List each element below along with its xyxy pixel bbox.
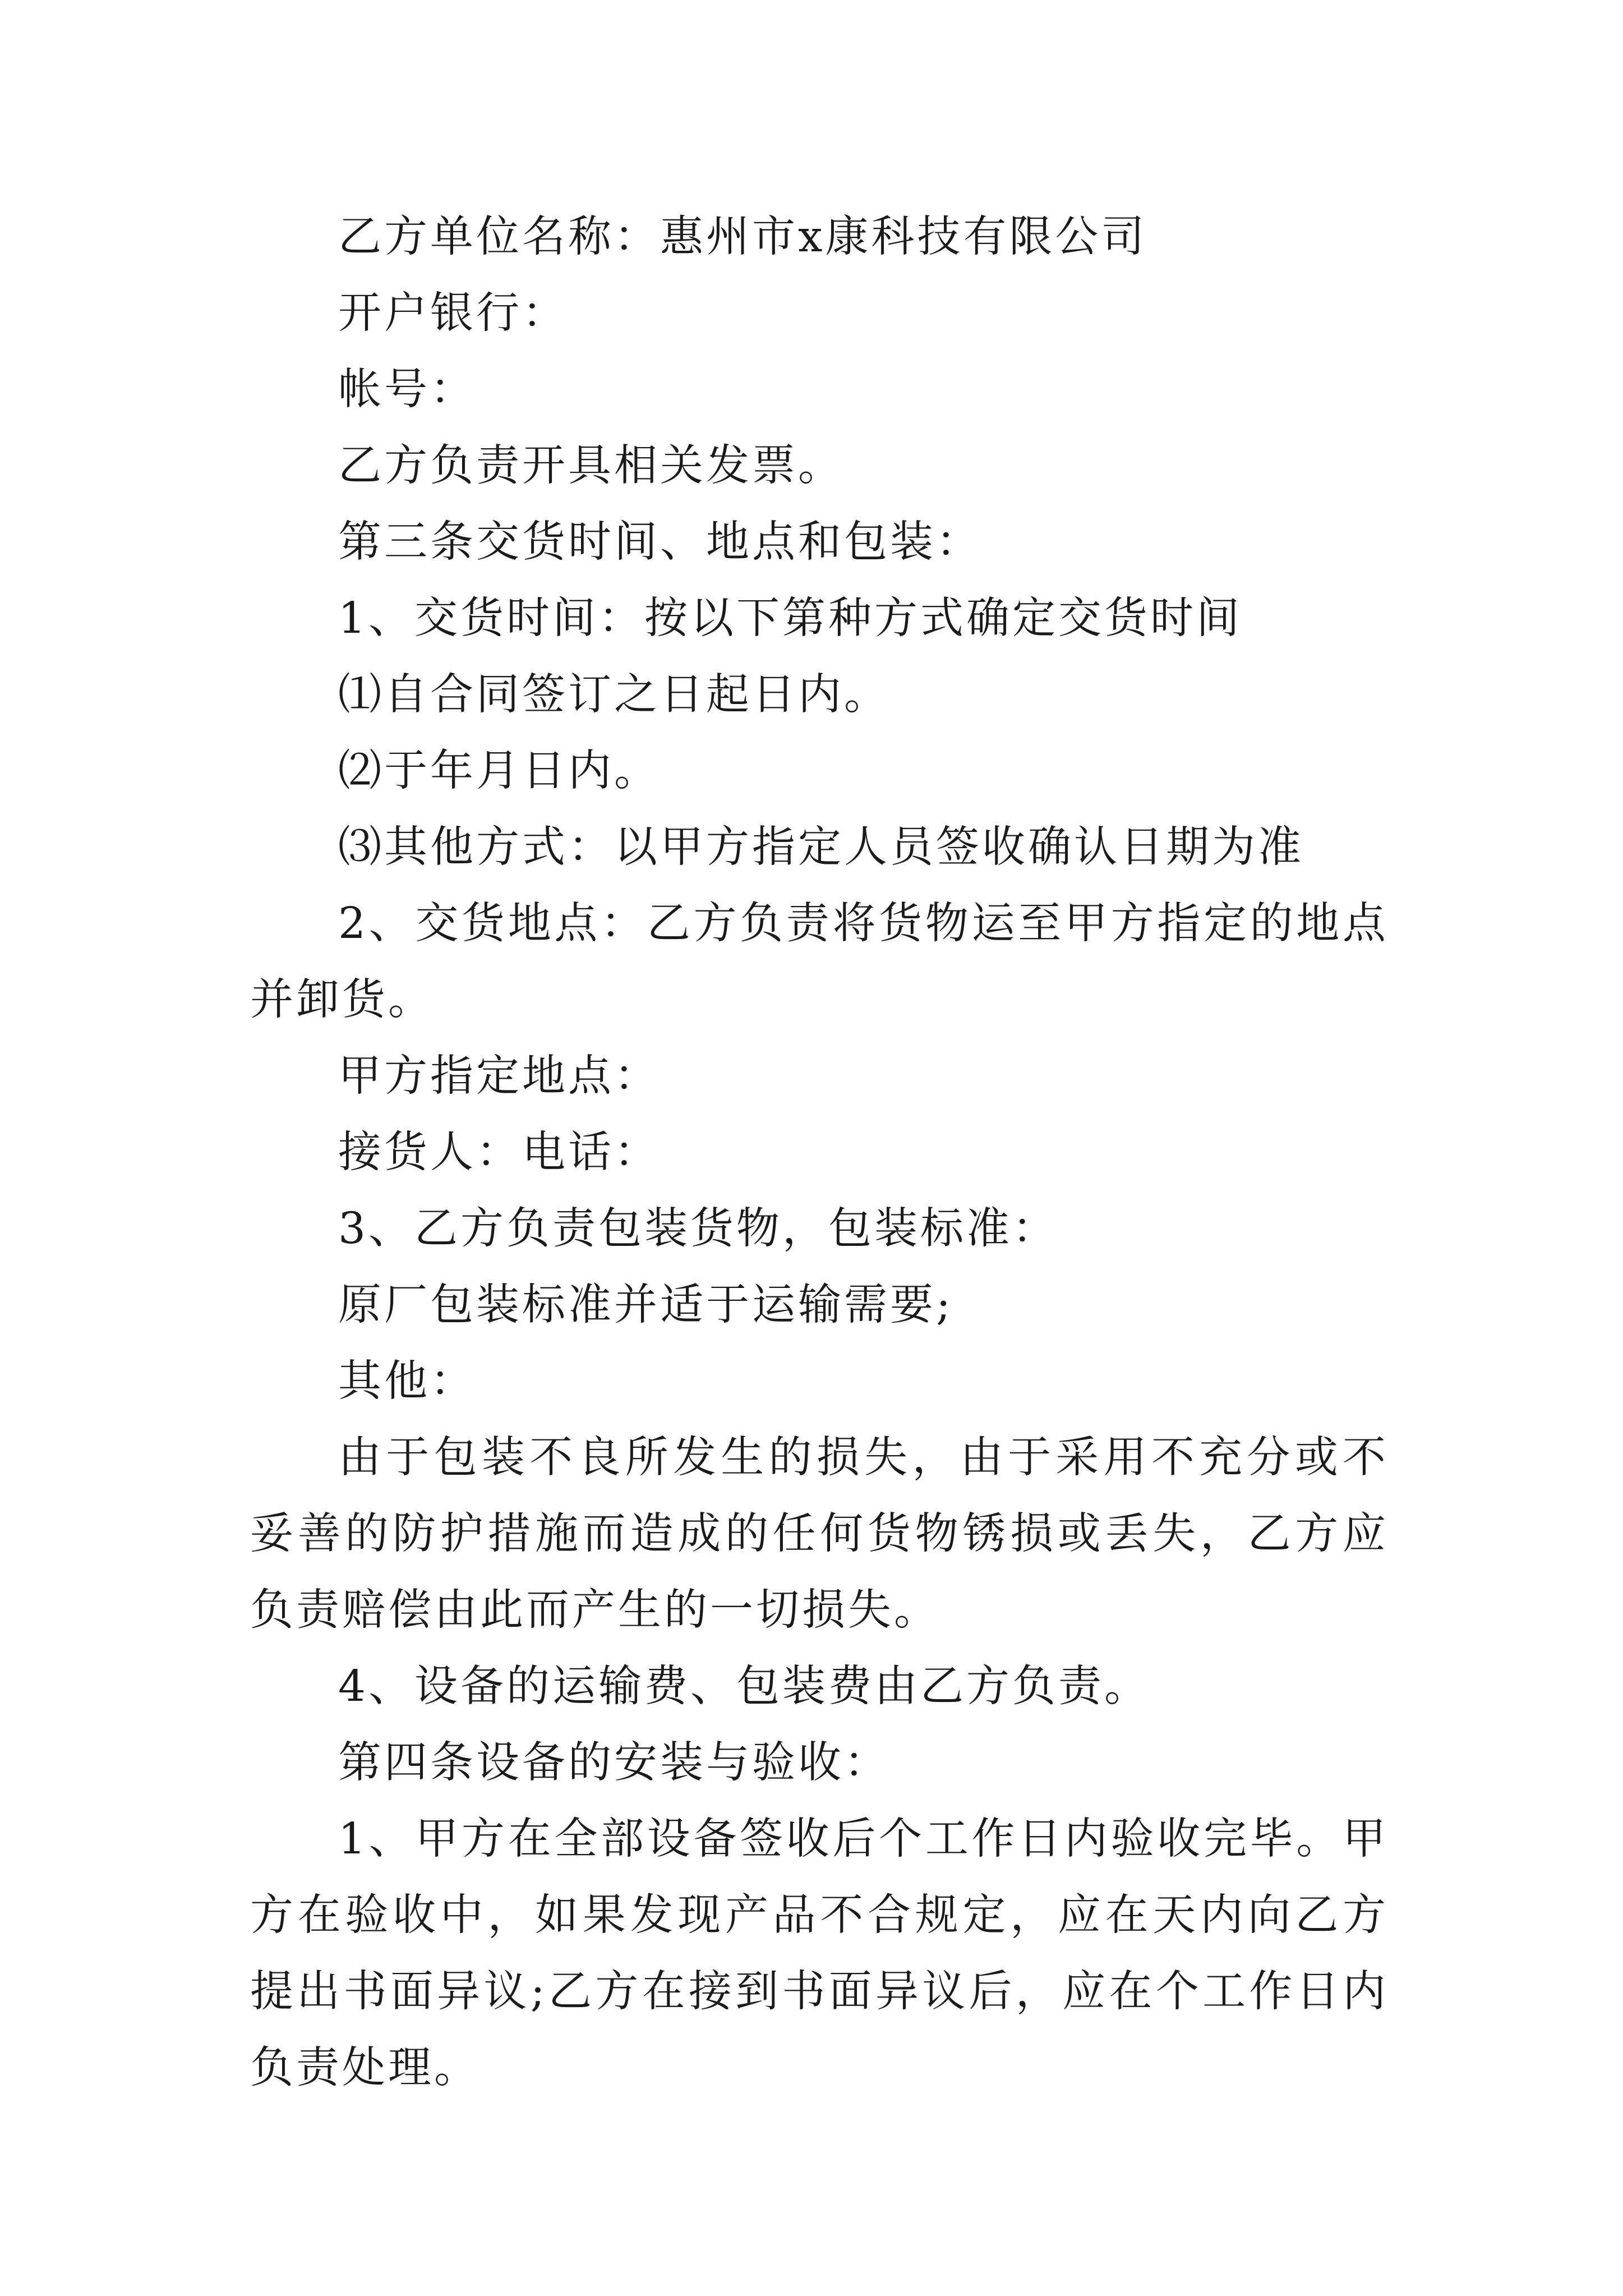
delivery-time-clause: 1、交货时间：按以下第种方式确定交货时间 [338,593,1242,643]
designated-place: 甲方指定地点： [338,1051,660,1101]
packaging-loss-clause: 由于包装不良所发生的损失，由于采用不充分或不妥善的防护措施而造成的任何货物锈损或丢失，乙方应负责赔偿由此而产生的一切损失。 [250,1433,1389,1635]
opening-bank: 开户银行： [338,288,568,338]
article-3-heading: 第三条交货时间、地点和包装： [338,517,982,567]
delivery-option-2: ⑵于年月日内。 [338,746,660,796]
receiver-phone: 接货人：电话： [338,1128,660,1177]
delivery-option-3: ⑶其他方式：以甲方指定人员签收确认日期为准 [338,822,1304,872]
transport-fee-clause: 4、设备的运输费、包装费由乙方负责。 [338,1662,1150,1711]
delivery-option-1: ⑴自合同签订之日起日内。 [338,670,890,720]
packaging-clause: 3、乙方负责包装货物，包装标准： [338,1204,1058,1254]
acceptance-clause: 1、甲方在全部设备签收后个工作日内验收完毕。甲方在验收中，如果发现产品不合规定，应在天内向乙方提出书面异议;乙方在接到书面异议后，应在个工作日内负责处理。 [250,1814,1389,2093]
document-body [250,199,1389,2106]
account-number: 帐号： [338,365,476,415]
party-b-company-name: 乙方单位名称：惠州市x康科技有限公司 [338,212,1147,262]
delivery-place-clause: 2、交货地点：乙方负责将货物运至甲方指定的地点并卸货。 [250,899,1389,1025]
packaging-other: 其他： [338,1356,476,1406]
packaging-standard: 原厂包装标准并适于运输需要; [338,1280,953,1330]
article-4-heading: 第四条设备的安装与验收： [338,1738,890,1788]
invoice-clause: 乙方负责开具相关发票。 [338,441,844,491]
